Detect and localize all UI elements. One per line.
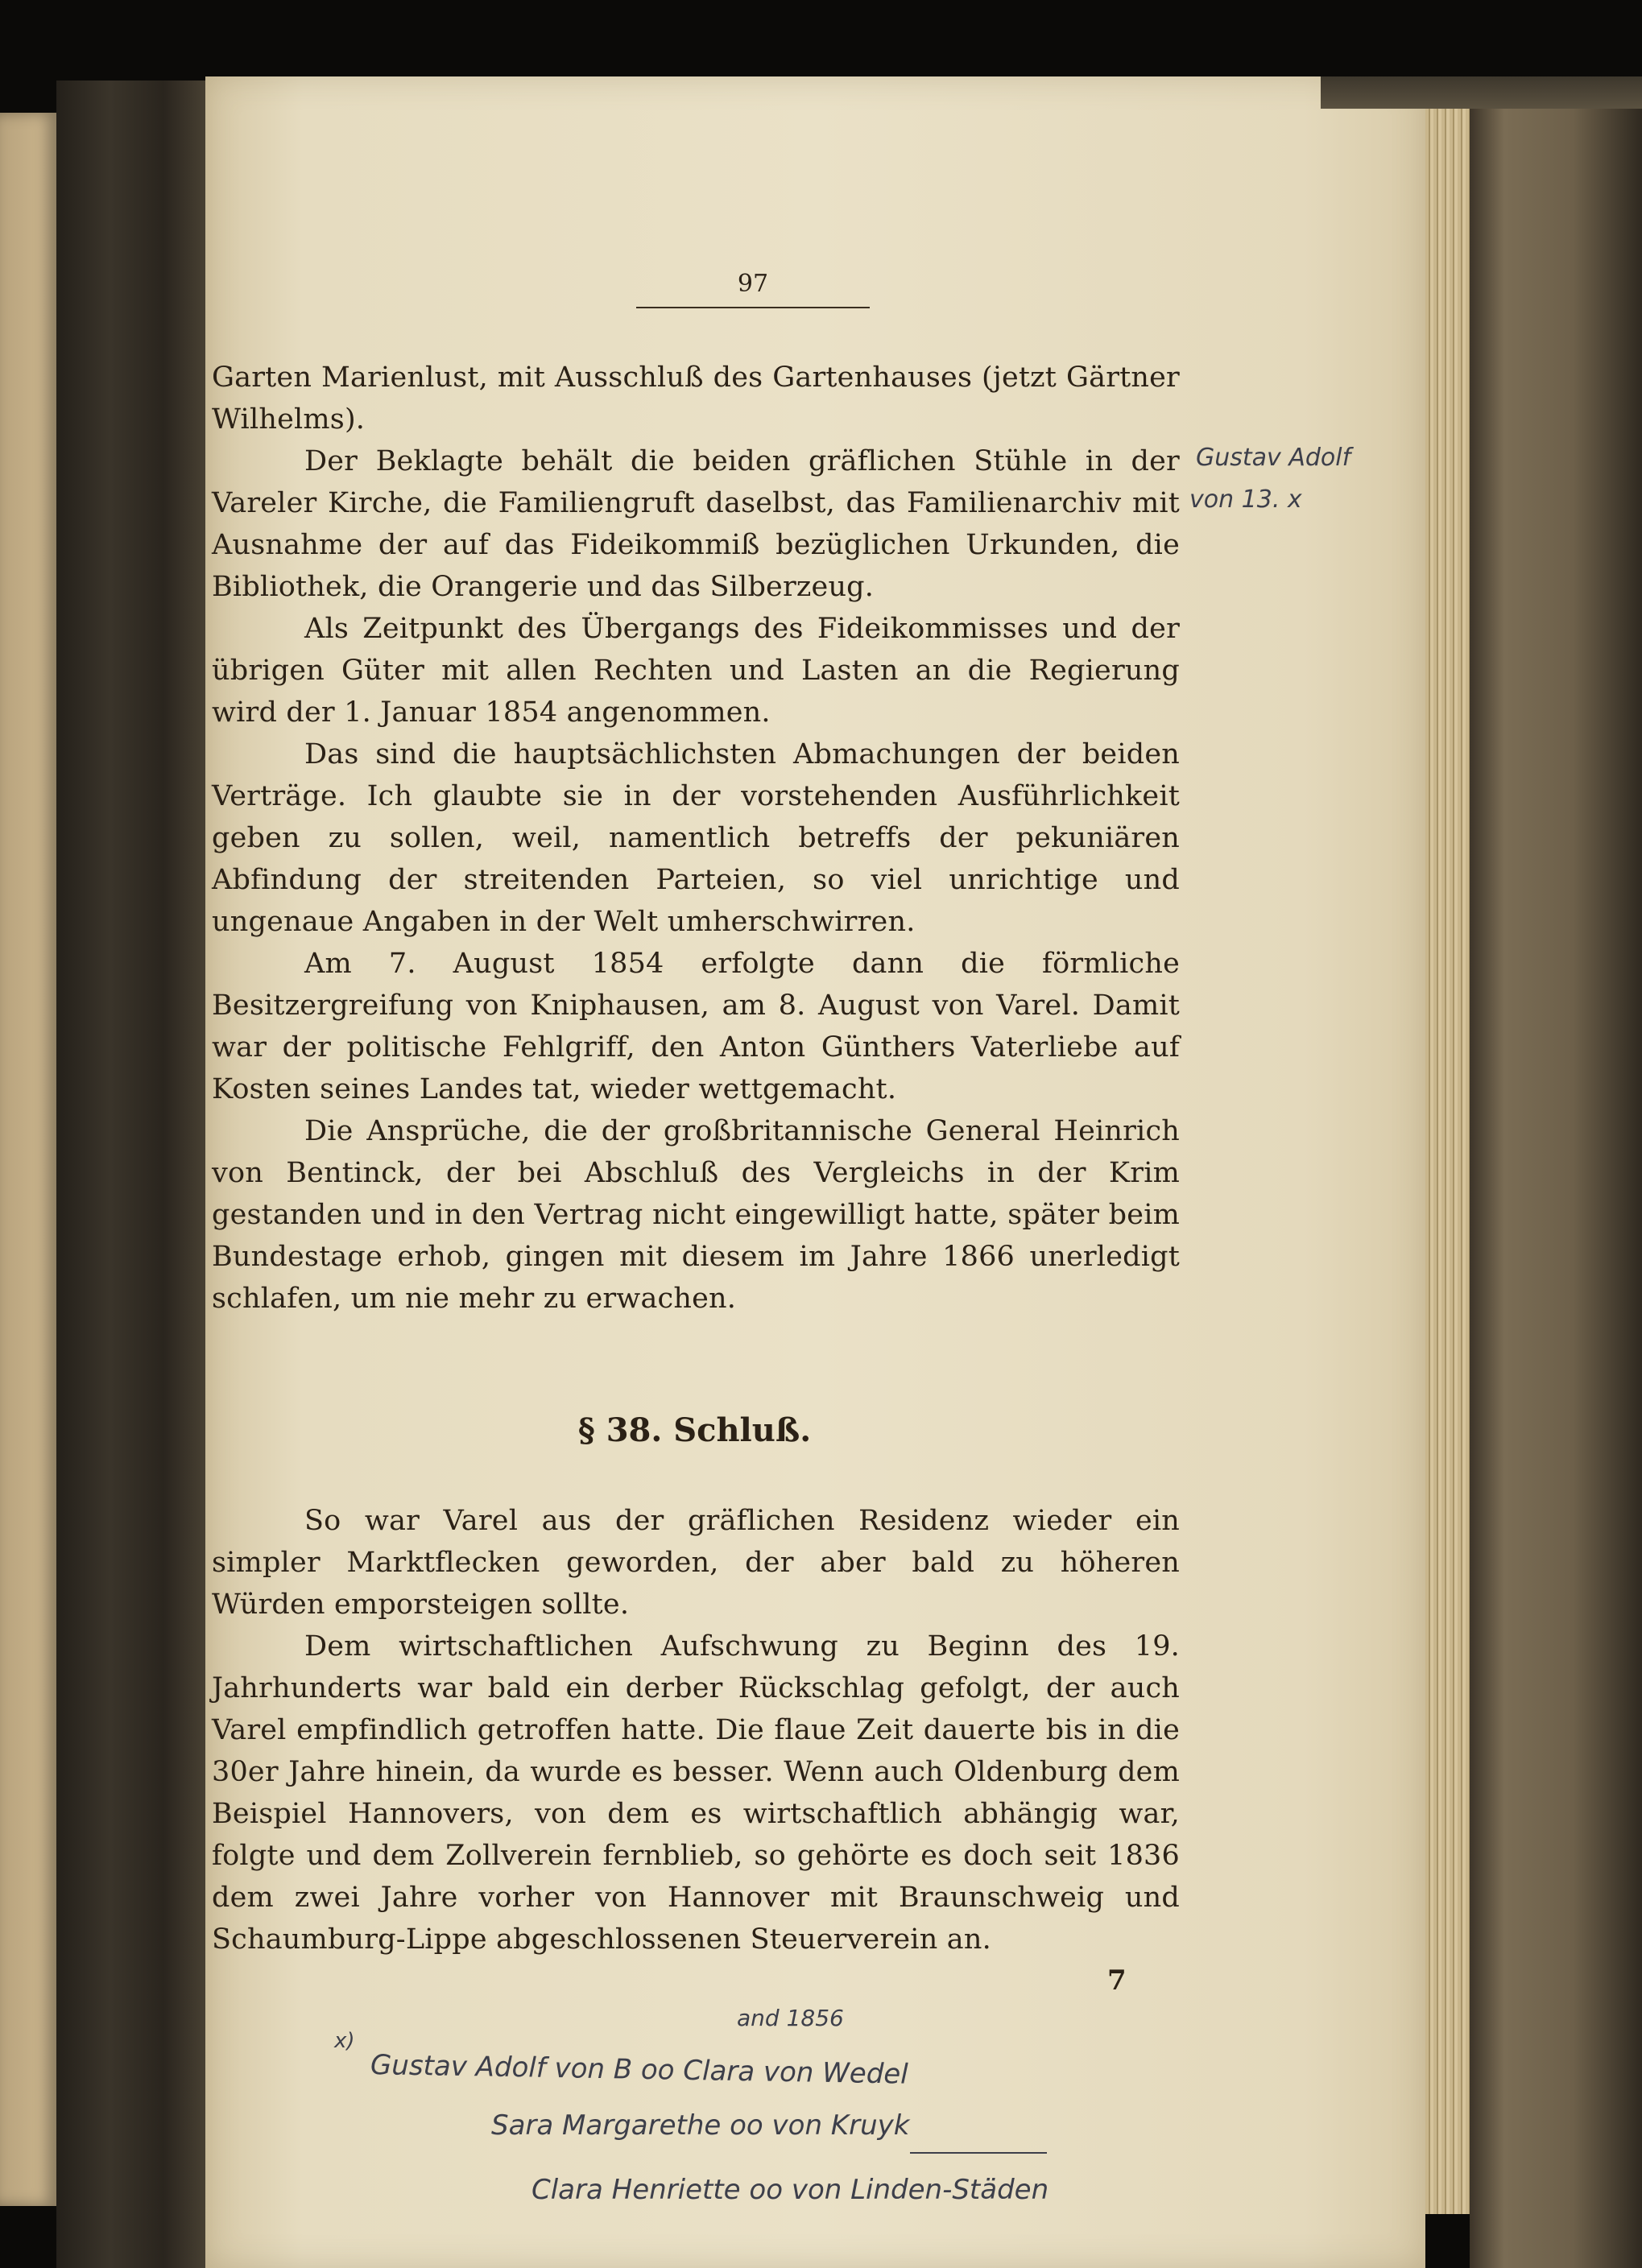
paragraph-3: Als Zeitpunkt des Übergangs des Fideikommisses und der übrigen Güter mit allen Rechten und Lasten an die Regierung wird der 1. Januar 1854 angenommen. <box>212 613 1180 729</box>
paragraph-5: Am 7. August 1854 erfolgte dann die förmliche Besitzergreifung von Kniphausen, am 8. August von Varel. Damit war der politische Fehlgriff, den Anton Günthers Vaterliebe auf Kosten seines Landes tat, wieder wettgemacht. <box>212 948 1180 1105</box>
page-content <box>205 76 1425 2268</box>
page-number: 97 <box>737 270 769 298</box>
handwritten-note-line-3: Clara Henriette oo von Linden-Städen <box>531 2174 1049 2206</box>
paragraph-1: Garten Marienlust, mit Ausschluß des Gartenhauses (jetzt Gärtner Wilhelms). <box>212 361 1180 436</box>
margin-handwritten-note-2: von 13. x <box>1189 485 1302 514</box>
book-gutter <box>56 81 209 2268</box>
section-heading: § 38. Schluß. <box>577 1411 812 1449</box>
book-cover <box>1470 81 1642 2268</box>
section-paragraph-1: So war Varel aus der gräflichen Residenz wieder ein simpler Marktflecken geworden, der aber bald zu höheren Würden emporsteigen sollte. <box>212 1505 1180 1621</box>
handwritten-underline <box>910 2152 1047 2154</box>
section-paragraph-2: Dem wirtschaftlichen Aufschwung zu Beginn des 19. Jahrhunderts war bald ein derber Rückschlag gefolgt, der auch Varel empfindlich getroffen hatte. Die flaue Zeit dauerte bis in die 30er Jahre hinein, da wurde es besser. Wenn auch Oldenburg dem Beispiel Hannovers, von dem es wirtschaftlich abhängig war, folgte und dem Zollverein fernblieb, so gehörte es doch seit 1836 dem zwei Jahre vorher von Hannover mit Braunschweig und Schaumburg-Lippe abgeschlossenen Steuerverein an. <box>212 1630 1180 1956</box>
handwritten-note-line-2: Sara Margarethe oo von Kruyk <box>491 2109 910 2142</box>
margin-handwritten-note-1: Gustav Adolf <box>1196 444 1351 472</box>
handwritten-footnote-marker: x) <box>334 2029 355 2053</box>
signature-mark: 7 <box>1107 1964 1127 1997</box>
handwritten-note-top: and 1856 <box>737 2005 844 2031</box>
paragraph-4: Das sind die hauptsächlichsten Abmachungen der beiden Verträge. Ich glaubte sie in der vorstehenden Ausführlichkeit geben zu sollen, weil, namentlich betreffs der pekuniären Abfindung der streitenden Parteien, so viel unrichtige und ungenaue Angaben in der Welt umherschwirren. <box>212 738 1180 938</box>
left-page-edge <box>0 113 56 2206</box>
paragraph-2: Der Beklagte behält die beiden gräflichen Stühle in der Vareler Kirche, die Familiengruft daselbst, das Familienarchiv mit Ausnahme der auf das Fideikommiß bezüglichen Urkunden, die Bibliothek, die Orangerie und das Silberzeug. <box>212 445 1180 603</box>
handwritten-note-line-1: Gustav Adolf von B oo Clara von Wedel <box>370 2049 909 2091</box>
page-number-rule <box>636 307 870 308</box>
page-stack-edge <box>1425 105 1470 2214</box>
paragraph-6: Die Ansprüche, die der großbritannische General Heinrich von Bentinck, der bei Abschluß des Vergleichs in der Krim gestanden und in den Vertrag nicht eingewilligt hatte, später beim Bundestage erhob, gingen mit diesem im Jahre 1866 unerledigt schlafen, um nie mehr zu erwachen. <box>212 1115 1180 1315</box>
